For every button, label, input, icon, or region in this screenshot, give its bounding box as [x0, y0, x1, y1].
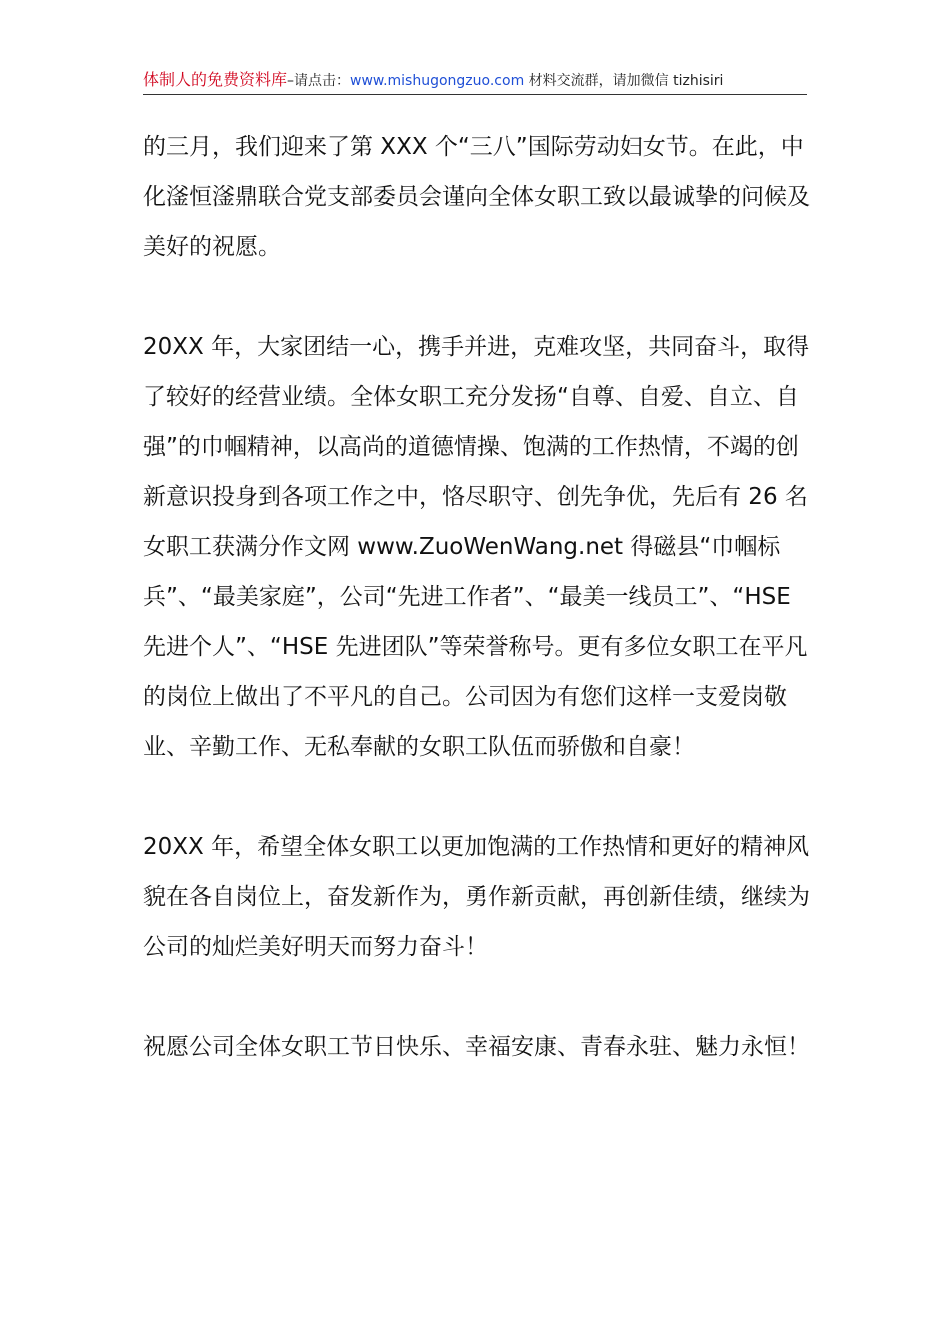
document-body [143, 122, 811, 1122]
header-prompt: –请点击： [287, 73, 351, 89]
paragraph-greeting: 的三月，我们迎来了第 XXX 个“三八”国际劳动妇女节。在此，中化滏恒滏鼎联合党支部委员会谨向全体女职工致以最诚挚的问候及美好的祝愿。 [143, 134, 810, 260]
page-header [143, 68, 807, 95]
header-brand: 体制人的免费资料库 [143, 70, 288, 89]
paragraph-wishes: 祝愿公司全体女职工节日快乐、幸福安康、青春永驻、魅力永恒！ [143, 1034, 810, 1060]
paragraph-hopes: 20XX 年，希望全体女职工以更加饱满的工作热情和更好的精神风貌在各自岗位上，奋发新作为，勇作新贡献，再创新佳绩，继续为公司的灿烂美好明天而努力奋斗！ [143, 834, 810, 960]
paragraph-achievements: 20XX 年，大家团结一心，携手并进，克难攻坚，共同奋斗，取得了较好的经营业绩。全体女职工充分发扬“自尊、自爱、自立、自强”的巾帼精神，以高尚的道德情操、饱满的工作热情，不竭的创新意识投身到各项工作之中，恪尽职守、创先争优，先后有 26 名女职工获满分作文网 www.ZuoWenWang.net 得磁县“巾帼标兵”、“最美家庭”，公司“先进工作者”、“最美一线员工”、“HSE 先进个人”、“HSE 先进团队”等荣誉称号。更有多位女职工在平凡的岗位上做出了不平凡的自己。公司因为有您们这样一支爱岗敬业、辛勤工作、无私奉献的女职工队伍而骄傲和自豪！ [143, 334, 810, 760]
header-contact-text: 材料交流群，请加微信 tizhisiri [524, 73, 724, 89]
header-site-link[interactable]: www.mishugongzuo.com [350, 73, 525, 89]
